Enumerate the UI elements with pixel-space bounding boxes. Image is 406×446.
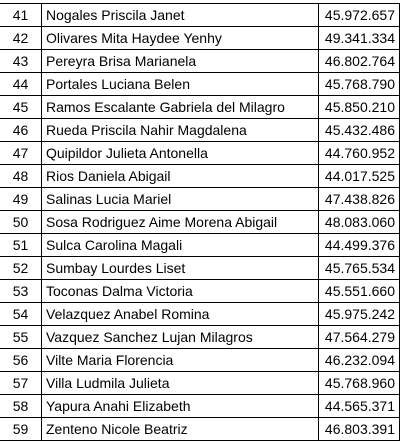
- id-number-cell[interactable]: 45.975.242: [319, 303, 400, 326]
- id-number-cell[interactable]: 45.768.960: [319, 372, 400, 395]
- student-name-cell[interactable]: Rios Daniela Abigail: [42, 165, 319, 188]
- row-number-cell[interactable]: 44: [0, 73, 42, 96]
- student-name-cell[interactable]: Toconas Dalma Victoria: [42, 280, 319, 303]
- id-number-cell[interactable]: 45.551.660: [319, 280, 400, 303]
- id-number-cell[interactable]: 48.083.060: [319, 211, 400, 234]
- id-number-cell[interactable]: 46.803.391: [319, 418, 400, 441]
- table-row: [0, 303, 400, 326]
- id-number-cell[interactable]: 45.765.534: [319, 257, 400, 280]
- table-row: [0, 165, 400, 188]
- id-number-cell[interactable]: 47.438.826: [319, 188, 400, 211]
- row-number-cell[interactable]: 47: [0, 142, 42, 165]
- table-row: [0, 372, 400, 395]
- student-name-cell[interactable]: Zenteno Nicole Beatriz: [42, 418, 319, 441]
- student-name-cell[interactable]: Vazquez Sanchez Lujan Milagros: [42, 326, 319, 349]
- row-number-cell[interactable]: 49: [0, 188, 42, 211]
- id-number-cell[interactable]: 45.972.657: [319, 4, 400, 27]
- row-number-cell[interactable]: 56: [0, 349, 42, 372]
- student-name-cell[interactable]: Olivares Mita Haydee Yenhy: [42, 27, 319, 50]
- student-name-cell[interactable]: Velazquez Anabel Romina: [42, 303, 319, 326]
- id-number-cell[interactable]: 45.850.210: [319, 96, 400, 119]
- student-name-cell[interactable]: Portales Luciana Belen: [42, 73, 319, 96]
- row-number-cell[interactable]: 42: [0, 27, 42, 50]
- table-row: [0, 234, 400, 257]
- id-number-cell[interactable]: 46.802.764: [319, 50, 400, 73]
- table-row: [0, 96, 400, 119]
- id-number-cell[interactable]: 44.017.525: [319, 165, 400, 188]
- student-name-cell[interactable]: Rueda Priscila Nahir Magdalena: [42, 119, 319, 142]
- table-row: [0, 119, 400, 142]
- row-number-cell[interactable]: 46: [0, 119, 42, 142]
- id-number-cell[interactable]: 44.565.371: [319, 395, 400, 418]
- student-name-cell[interactable]: Villa Ludmila Julieta: [42, 372, 319, 395]
- id-number-cell[interactable]: 44.760.952: [319, 142, 400, 165]
- table-body: [0, 4, 400, 441]
- table-row: [0, 142, 400, 165]
- student-name-cell[interactable]: Sosa Rodriguez Aime Morena Abigail: [42, 211, 319, 234]
- row-number-cell[interactable]: 50: [0, 211, 42, 234]
- table-row: [0, 50, 400, 73]
- row-number-cell[interactable]: 57: [0, 372, 42, 395]
- table-row: [0, 27, 400, 50]
- row-number-cell[interactable]: 43: [0, 50, 42, 73]
- student-list-table: [0, 3, 400, 441]
- table-row: [0, 280, 400, 303]
- row-number-cell[interactable]: 52: [0, 257, 42, 280]
- id-number-cell[interactable]: 46.232.094: [319, 349, 400, 372]
- row-number-cell[interactable]: 45: [0, 96, 42, 119]
- id-number-cell[interactable]: 49.341.334: [319, 27, 400, 50]
- row-number-cell[interactable]: 59: [0, 418, 42, 441]
- student-name-cell[interactable]: Pereyra Brisa Marianela: [42, 50, 319, 73]
- row-number-cell[interactable]: 53: [0, 280, 42, 303]
- row-number-cell[interactable]: 58: [0, 395, 42, 418]
- student-name-cell[interactable]: Sumbay Lourdes Liset: [42, 257, 319, 280]
- id-number-cell[interactable]: 45.432.486: [319, 119, 400, 142]
- table-row: [0, 73, 400, 96]
- table-row: [0, 326, 400, 349]
- student-name-cell[interactable]: Salinas Lucia Mariel: [42, 188, 319, 211]
- row-number-cell[interactable]: 41: [0, 4, 42, 27]
- table-row: [0, 257, 400, 280]
- row-number-cell[interactable]: 48: [0, 165, 42, 188]
- id-number-cell[interactable]: 47.564.279: [319, 326, 400, 349]
- table-row: [0, 395, 400, 418]
- table-row: [0, 211, 400, 234]
- student-name-cell[interactable]: Yapura Anahi Elizabeth: [42, 395, 319, 418]
- student-name-cell[interactable]: Vilte Maria Florencia: [42, 349, 319, 372]
- row-number-cell[interactable]: 54: [0, 303, 42, 326]
- table-row: [0, 188, 400, 211]
- row-number-cell[interactable]: 51: [0, 234, 42, 257]
- table-row: [0, 4, 400, 27]
- id-number-cell[interactable]: 44.499.376: [319, 234, 400, 257]
- id-number-cell[interactable]: 45.768.790: [319, 73, 400, 96]
- row-number-cell[interactable]: 55: [0, 326, 42, 349]
- student-name-cell[interactable]: Nogales Priscila Janet: [42, 4, 319, 27]
- student-name-cell[interactable]: Ramos Escalante Gabriela del Milagro: [42, 96, 319, 119]
- table-row: [0, 418, 400, 441]
- student-name-cell[interactable]: Sulca Carolina Magali: [42, 234, 319, 257]
- student-name-cell[interactable]: Quipildor Julieta Antonella: [42, 142, 319, 165]
- table-row: [0, 349, 400, 372]
